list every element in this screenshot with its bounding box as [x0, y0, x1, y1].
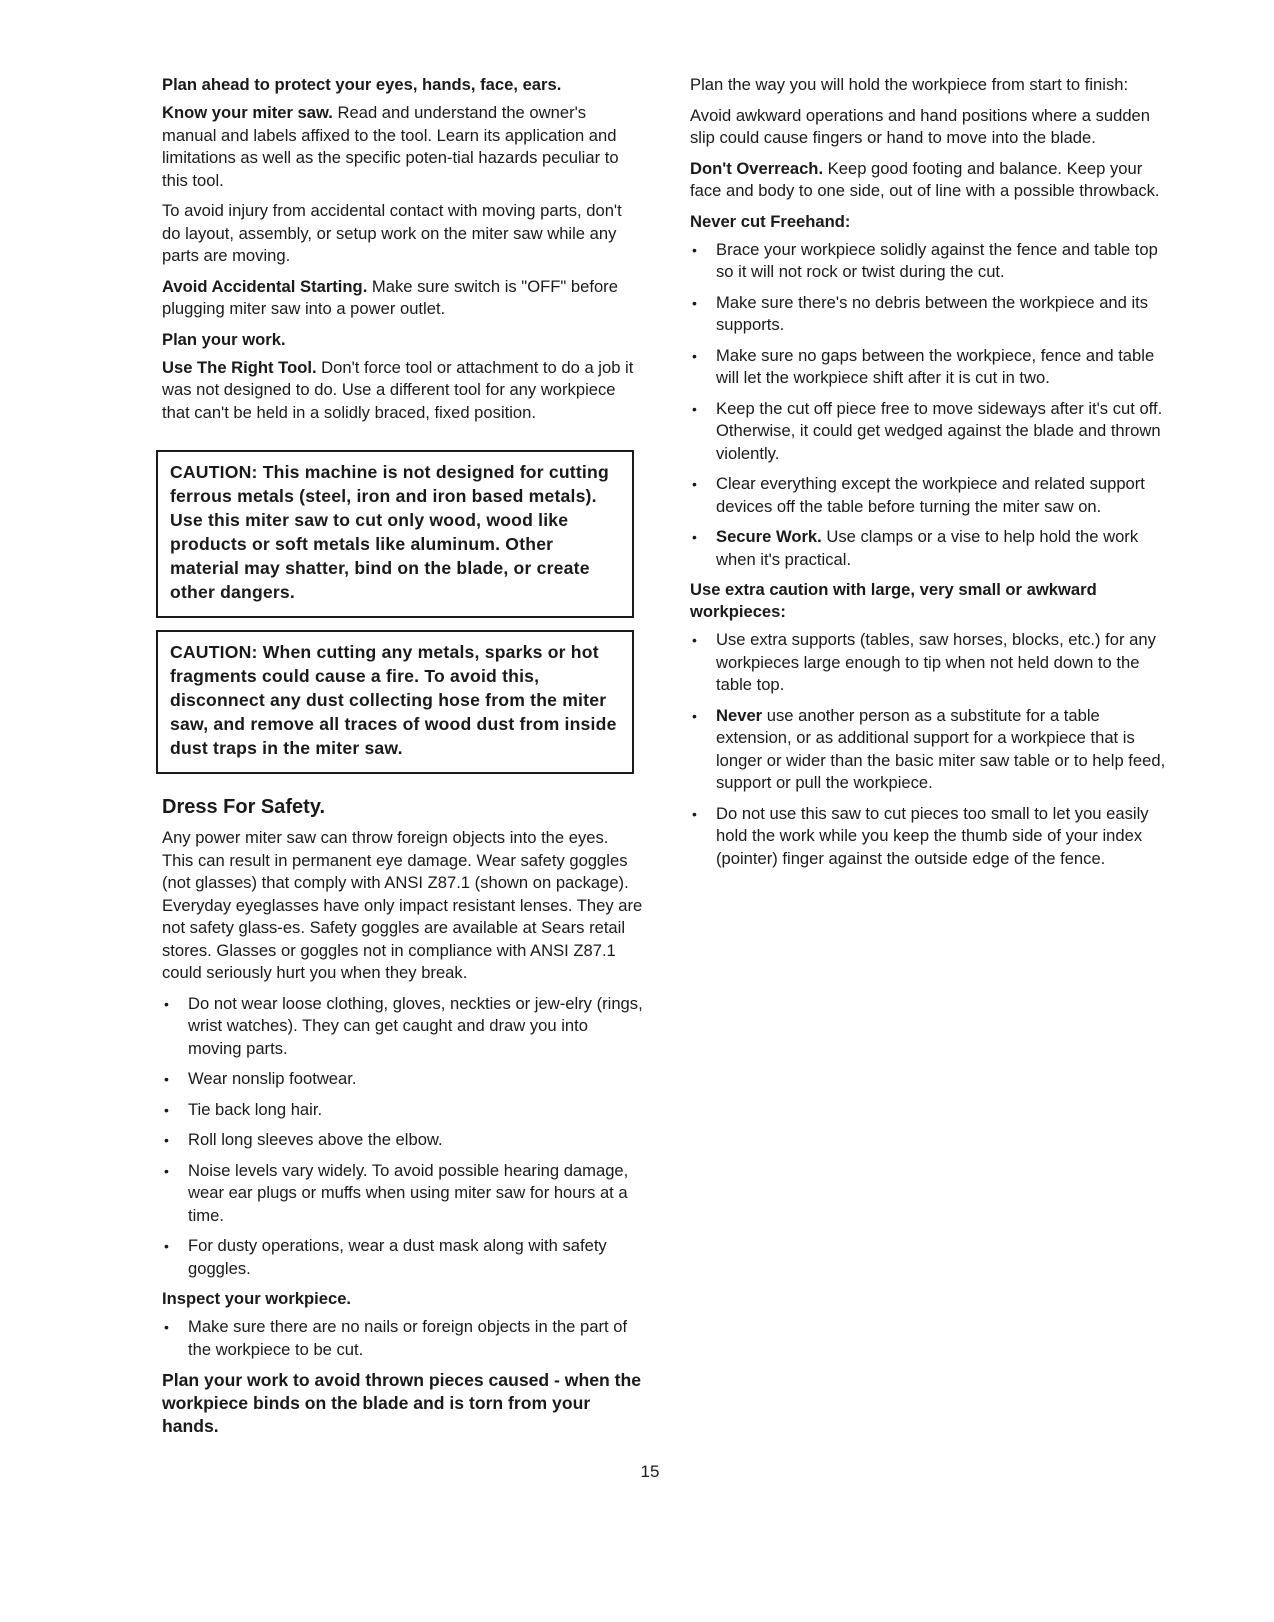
list-item: • Clear everything except the workpiece and related support devices off the table before turning the miter saw on. [690, 473, 1172, 518]
right-tool-text: Don't force tool or attachment to do a job it was not designed to do. Use a different tool for any workpiece that can't be held in a solidly braced, fixed position. [162, 357, 634, 422]
heading-protect: Plan ahead to protect your eyes, hands, face, ears. [162, 75, 562, 94]
accidental-text: Make sure switch is "OFF" before plugging miter saw into a power outlet. [162, 276, 618, 318]
list-item: • Do not wear loose clothing, gloves, neckties or jew-elry (rings, wrist watches). They can get caught and draw you into moving parts. [162, 993, 644, 1061]
caution-box-sparks [156, 630, 634, 774]
dress-for-safety-title: Dress For Safety. [162, 796, 326, 818]
list-item [690, 705, 1172, 795]
know-lead: Know your miter saw. [162, 103, 333, 122]
page-number: 15 [640, 1462, 660, 1481]
secure-lead: Secure Work. [716, 527, 822, 546]
overreach-lead: Don't Overreach. [690, 158, 824, 178]
know-text: Read and understand the owner's manual and labels affixed to the tool. Learn its application and limitations as well as the specific poten-tial hazards peculiar to this tool. [162, 103, 619, 190]
know-your-saw-paragraph [162, 102, 644, 192]
right-column [690, 74, 1172, 878]
list-item: • Keep the cut off piece free to move sideways after it's cut off. Otherwise, it could get wedged against the blade and thrown violently. [690, 398, 1172, 466]
thrown-pieces-heading: Plan your work to avoid thrown pieces caused - when the workpiece binds on the blade and is torn from your hands. [162, 1370, 642, 1436]
list-item: • Brace your workpiece solidly against the fence and table top so it will not rock or twist during the cut. [690, 239, 1172, 284]
dress-bullet-list [162, 993, 644, 1281]
list-item: • For dusty operations, wear a dust mask along with safety goggles. [162, 1235, 644, 1280]
overreach-paragraph [690, 158, 1172, 203]
list-item: • Wear nonslip footwear. [162, 1068, 644, 1091]
plan-hold-paragraph: Plan the way you will hold the workpiece from start to finish: [690, 75, 1129, 94]
extra-caution-bullet-list [690, 629, 1172, 870]
secure-text: Use clamps or a vise to help hold the work when it's practical. [716, 527, 1139, 569]
accidental-starting-paragraph [162, 276, 644, 321]
inspect-bullet-list [162, 1316, 644, 1361]
list-item: • Make sure there are no nails or foreign objects in the part of the workpiece to be cut. [162, 1316, 644, 1361]
left-column [162, 74, 644, 1438]
list-item: • Noise levels vary widely. To avoid possible hearing damage, wear ear plugs or muffs when using miter saw for hours at a time. [162, 1160, 644, 1228]
right-tool-paragraph [162, 357, 644, 425]
accidental-lead: Avoid Accidental Starting. [162, 276, 368, 296]
list-item: • Make sure no gaps between the workpiece, fence and table will let the workpiece shift after it is cut in two. [690, 345, 1172, 390]
never-lead: Never [716, 705, 763, 725]
list-item: • Do not use this saw to cut pieces too small to let you easily hold the work while you keep the thumb side of your index (pointer) finger against the outside edge of the fence. [690, 803, 1172, 871]
list-item [690, 526, 1172, 571]
inspect-heading: Inspect your workpiece. [162, 1289, 352, 1308]
injury-paragraph: To avoid injury from accidental contact with moving parts, don't do layout, assembly, or setup work on the miter saw while any parts are moving. [162, 201, 622, 265]
plan-work-heading: Plan your work. [162, 329, 286, 349]
list-item: • Tie back long hair. [162, 1099, 644, 1122]
caution-sparks-text: CAUTION: When cutting any metals, sparks or hot fragments could cause a fire. To avoid this, disconnect any dust collecting hose from the miter saw, and remove all traces of wood dust from inside dust traps in the miter saw. [170, 642, 617, 758]
extra-caution-heading: Use extra caution with large, very small or awkward workpieces: [690, 580, 1097, 621]
freehand-bullet-list [690, 239, 1172, 572]
freehand-heading: Never cut Freehand: [690, 211, 851, 231]
caution-ferrous-text: CAUTION: This machine is not designed for cutting ferrous metals (steel, iron and iron based metals). Use this miter saw to cut only wood, wood like products or soft metals like aluminum. Other material may shatter, bind on the blade, or create other dangers. [170, 462, 609, 602]
right-tool-lead: Use The Right Tool. [162, 357, 317, 377]
list-item: • Make sure there's no debris between the workpiece and its supports. [690, 292, 1172, 337]
list-item: • Roll long sleeves above the elbow. [162, 1129, 644, 1152]
dress-paragraph: Any power miter saw can throw foreign objects into the eyes. This can result in permanent eye damage. Wear safety goggles (not glasses) that comply with ANSI Z87.1 (shown on package). Everyday eyeglasses have only impact resistant lenses. They are not safety glass-es. Safety goggles are available at Sears retail stores. Glasses or goggles not in compliance with ANSI Z87.1 could seriously hurt you when they break. [162, 828, 643, 982]
caution-box-ferrous [156, 450, 634, 618]
avoid-awkward-paragraph: Avoid awkward operations and hand positions where a sudden slip could cause fingers or hand to move into the blade. [690, 105, 1151, 147]
overreach-text: Keep good footing and balance. Keep your face and body to one side, out of line with a possible throwback. [690, 158, 1160, 200]
list-item: • Use extra supports (tables, saw horses, blocks, etc.) for any workpieces large enough to tip when not held down to the table top. [690, 629, 1172, 697]
never-text: use another person as a substitute for a table extension, or as additional support for a workpiece that is longer or wider than the basic miter saw table or to help feed, support or pull the workpiece. [716, 705, 1166, 792]
